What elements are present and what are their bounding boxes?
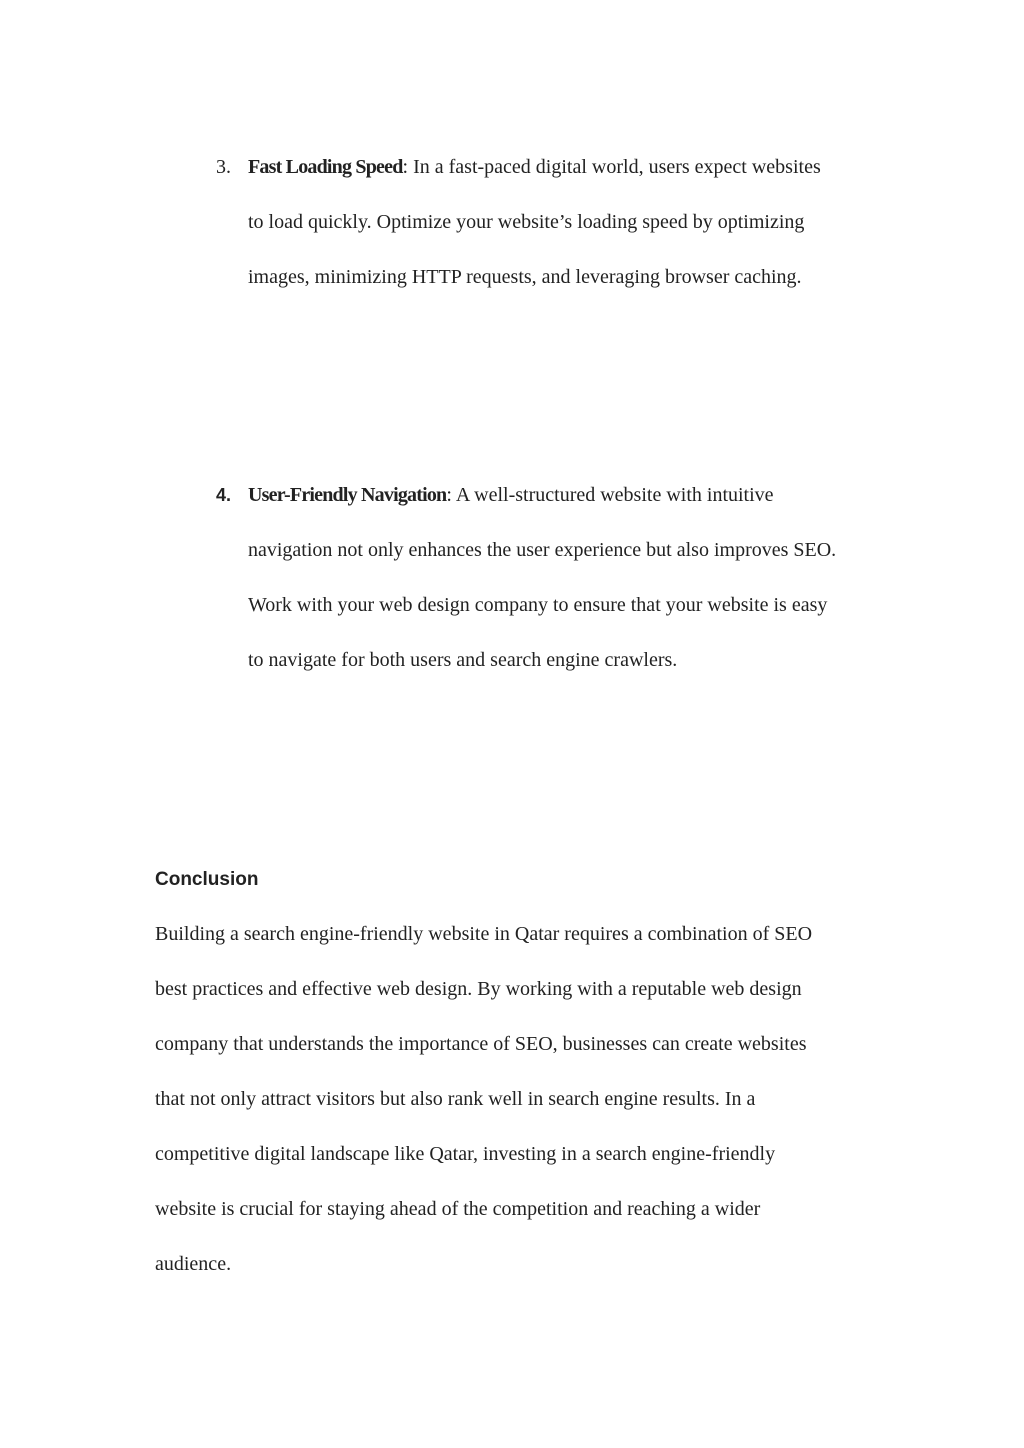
list-item-description: A well-structured website with intuitive navigation not only enhances the user experience but also improves SEO. Work with your web design company to ensure that your website is easy to navigate for both users and search engine crawlers. [248,484,837,671]
list-item-separator: : [446,484,452,506]
list-item-text [248,468,838,688]
conclusion-heading: Conclusion [155,869,259,890]
list-item-term: Fast Loading Speed [248,156,403,178]
list-item-description: In a fast-paced digital world, users expect websites to load quickly. Optimize your website’s loading speed by optimizing images, minimizing HTTP requests, and leveraging browser caching. [248,156,821,288]
list-item-separator: : [402,156,409,178]
list-item-number: 3. [216,156,231,178]
list-item-number: 4. [216,485,232,505]
conclusion-paragraph: Building a search engine-friendly website in Qatar requires a combination of SEO best practices and effective web design. By working with a reputable web design company that understands the importance of SEO, businesses can create websites that not only attract visitors but also rank well in search engine results. In a competitive digital landscape like Qatar, investing in a search engine-friendly website is crucial for staying ahead of the competition and reaching a wider audience. [155,923,813,1275]
list-item-text [248,140,838,305]
list-item-term: User-Friendly Navigation [248,484,447,506]
